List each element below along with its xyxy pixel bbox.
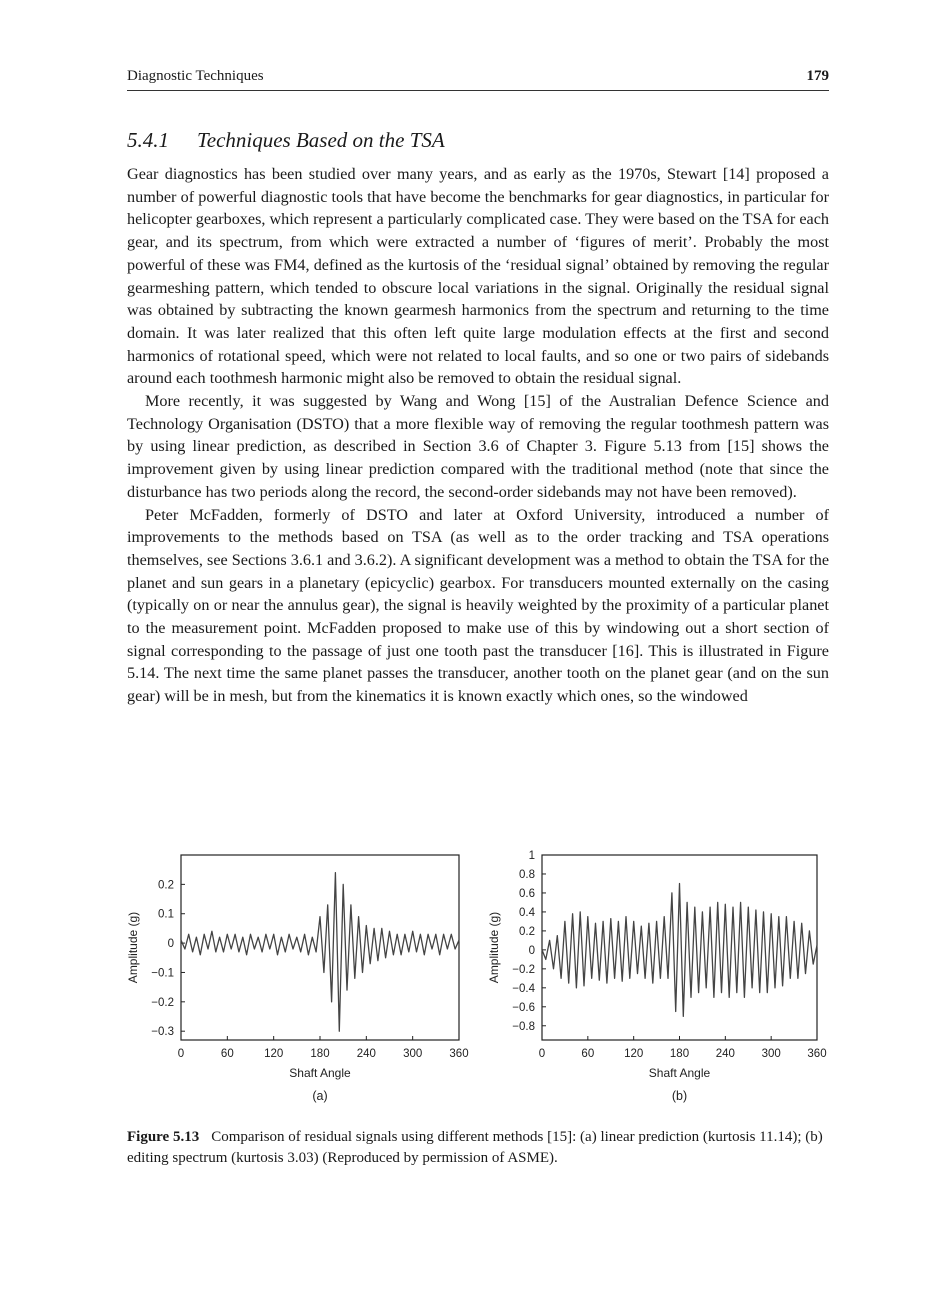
- x-tick-label-b-0: 0: [538, 1048, 546, 1060]
- section-heading: [127, 128, 445, 153]
- y-tick-label-a-3: −0.1: [151, 967, 174, 980]
- y-tick-label-b-7: −0.4: [512, 982, 535, 995]
- figure-5-13: [120, 845, 840, 1115]
- y-tick-label-b-1: 0.8: [519, 868, 535, 881]
- y-tick-label-b-6: −0.2: [512, 963, 535, 976]
- y-axis-label-b: Amplitude (g): [487, 911, 501, 984]
- paragraph-3: Peter McFadden, formerly of DSTO and later at Oxford University, introduced a number of improvements to the methods based on TSA (as well as to the order tracking and TSA operations themselves, see Sections 3.6.1 and 3.6.2). A significant development was a method to obtain the TSA for the planet and sun gears in a planetary (epicyclic) gearbox. For transducers mounted externally on the casing (typically on or near the annulus gear), the signal is heavily weighted by the proximity of a particular planet to the measurement point. McFadden proposed to make use of this by windowing out a short section of signal corresponding to the passage of just one tooth past the transducer [16]. This is illustrated in Figure 5.14. The next time the same planet passes the transducer, another tooth on the planet gear (and on the sun gear) will be in mesh, but from the kinematics it is known exactly which ones, so the windowed: [127, 505, 829, 706]
- x-tick-label-a-6: 360: [449, 1048, 469, 1060]
- chart-panel-a: [126, 855, 469, 1103]
- y-tick-label-b-0: 1: [528, 850, 535, 862]
- x-tick-label-b-4: 240: [715, 1048, 735, 1060]
- body-text: [127, 163, 829, 708]
- x-tick-label-a-2: 120: [264, 1048, 284, 1060]
- y-tick-label-a-0: 0.2: [158, 879, 174, 892]
- y-tick-label-a-2: 0: [167, 938, 174, 951]
- x-tick-label-a-4: 240: [356, 1048, 376, 1060]
- figure-svg: [120, 845, 840, 1115]
- x-tick-label-a-5: 300: [403, 1048, 423, 1060]
- figure-caption-text: Comparison of residual signals using different methods [15]: (a) linear prediction (kurtosis 11.14); (b) editing spectrum (kurtosis 3.03) (Reproduced by permission of ASME).: [127, 1129, 823, 1166]
- signal-line-a-0: [181, 873, 459, 1032]
- x-axis-label-b: Shaft Angle: [648, 1066, 711, 1080]
- figure-caption: [127, 1127, 829, 1169]
- y-tick-label-b-3: 0.4: [519, 906, 535, 919]
- x-tick-label-b-5: 300: [761, 1048, 781, 1060]
- chart-panel-b: [487, 850, 827, 1103]
- y-axis-label-a: Amplitude (g): [126, 911, 140, 984]
- page-number: 179: [806, 68, 829, 84]
- paragraph-2: More recently, it was suggested by Wang and Wong [15] of the Australian Defence Science and Technology Organisation (DSTO) that a more flexible way of removing the regular toothmesh pattern was by using linear prediction, as described in Section 3.6 of Chapter 3. Figure 5.13 from [15] shows the improvement given by using linear prediction compared with the traditional method (note that since the disturbance has two periods along the record, the second-order sidebands may not have been removed).: [127, 392, 829, 501]
- panel-label-a: (a): [312, 1089, 328, 1103]
- x-tick-label-b-1: 60: [581, 1048, 595, 1060]
- figure-label: Figure 5.13: [127, 1129, 200, 1145]
- y-tick-label-b-5: 0: [528, 944, 535, 957]
- y-tick-label-a-5: −0.3: [151, 1026, 174, 1039]
- section-title: Techniques Based on the TSA: [197, 128, 445, 152]
- section-number: 5.4.1: [127, 128, 169, 152]
- y-tick-label-b-8: −0.6: [512, 1001, 535, 1014]
- x-tick-label-b-3: 180: [669, 1048, 690, 1060]
- x-tick-label-a-1: 60: [220, 1048, 234, 1060]
- y-tick-label-b-4: 0.2: [519, 925, 535, 938]
- y-tick-label-b-2: 0.6: [519, 887, 535, 900]
- running-title: Diagnostic Techniques: [127, 68, 264, 84]
- plot-frame-b: [542, 855, 817, 1040]
- x-tick-label-b-2: 120: [624, 1048, 644, 1060]
- y-tick-label-a-4: −0.2: [151, 996, 174, 1009]
- y-tick-label-b-9: −0.8: [512, 1020, 535, 1033]
- x-tick-label-a-0: 0: [177, 1048, 185, 1060]
- x-tick-label-a-3: 180: [310, 1048, 330, 1060]
- paragraph-1: Gear diagnostics has been studied over many years, and as early as the 1970s, Stewart [14] proposed a number of powerful diagnostic tools that have become the benchmarks for gear diagnostics, in particular for helicopter gearboxes, which represent a particularly complicated case. They were based on the TSA for each gear, and its spectrum, from which were extracted a number of ‘figures of merit’. Probably the most powerful of these was FM4, defined as the kurtosis of the ‘residual signal’ obtained by removing the regular gearmeshing pattern, which tended to obscure local variations in the signal. Originally the residual signal was obtained by subtracting the known gearmesh harmonics from the spectrum and returning to the time domain. It was later realized that this often left quite large modulation effects at the first and second harmonics of rotational speed, which were not related to local faults, and so one or two pairs of sidebands around each toothmesh harmonic might also be removed to obtain the residual signal.: [127, 165, 829, 388]
- x-tick-label-b-6: 360: [807, 1048, 827, 1060]
- running-head: [127, 68, 829, 91]
- panel-label-b: (b): [671, 1089, 688, 1103]
- y-tick-label-a-1: 0.1: [158, 908, 174, 921]
- x-axis-label-a: Shaft Angle: [289, 1066, 351, 1080]
- signal-line-b-0: [542, 884, 817, 1017]
